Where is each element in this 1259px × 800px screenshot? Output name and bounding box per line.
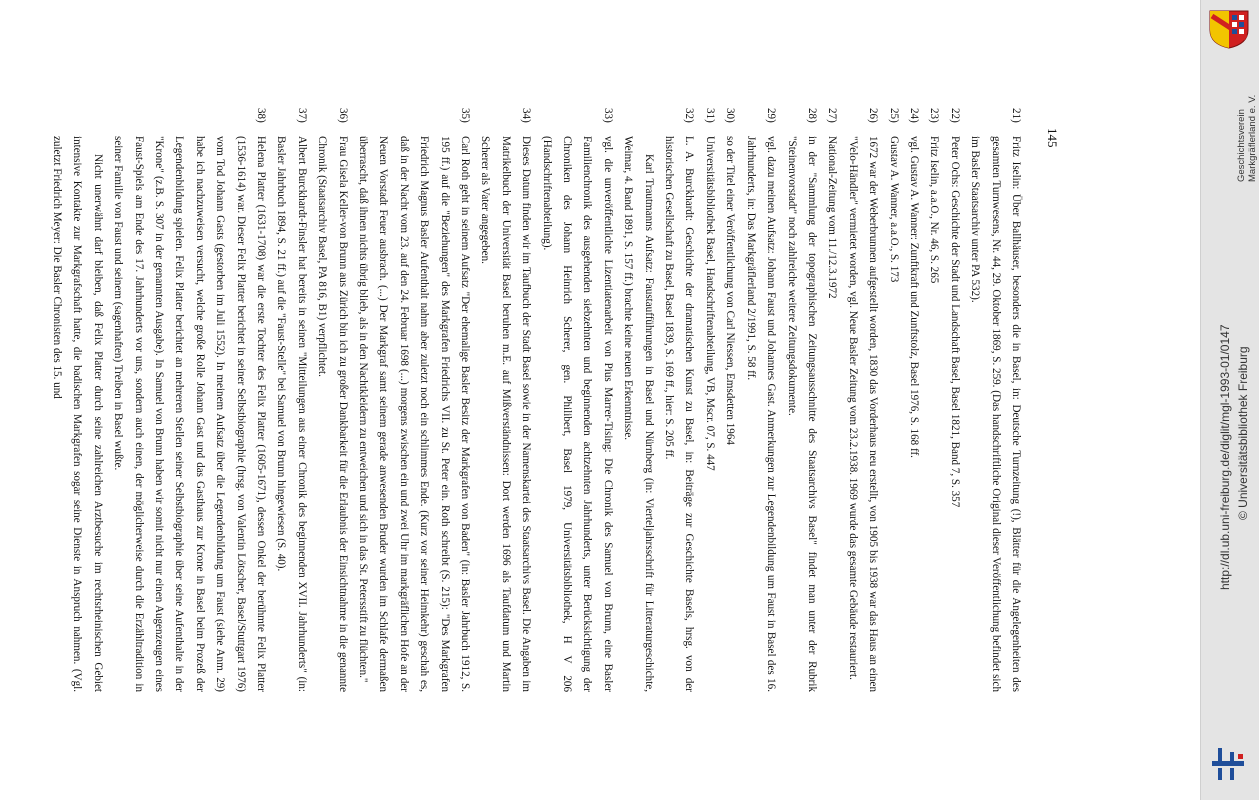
- footnote: [904, 108, 924, 692]
- footnote-number: 23): [928, 108, 941, 123]
- footnote-text: [50, 136, 271, 692]
- footnote-paragraph: Karl Trautmanns Aufsatz: Faustaufführungen in Basel und Nürnberg (in: Vierteljahrsschrift für Litteraturgeschichte, Weimar, 4. Band 1891, S. 157 ff.) brachte keine neuen Erkenntnisse.: [622, 136, 655, 692]
- footnote-paragraph: in der "Sammlung der topographischen Zeitungsausschnitte des Staatsarchivs Basel" findet man unter der Rubrik "Steinenvorstadt" noch zahlreiche weitere Zeitungsdokumente.: [785, 136, 818, 692]
- footnote-paragraph: so der Titel einer Veröffentlichung von Carl Niessen, Emsdetten 1964: [724, 136, 737, 445]
- footnote: [353, 108, 475, 692]
- footnote: [965, 108, 1026, 692]
- footnote-text: [312, 136, 353, 692]
- footnote-number: 31): [703, 108, 716, 123]
- footnote-text: [822, 136, 842, 692]
- footnote: [781, 108, 822, 692]
- footnote-number: 33): [601, 108, 614, 123]
- footnote-text: [618, 136, 700, 692]
- footnote-text: [944, 136, 964, 692]
- society-crest-icon: [1206, 8, 1252, 50]
- footnote: [740, 108, 781, 692]
- footnote-text: [475, 136, 536, 692]
- footnote-paragraph: Nicht unerwähnt darf bleiben, daß Felix Platter durch seine zahlreichen Arztbesuche im rechtsrheinischen Gebiet intensive Kontakte zur Markgrafschaft hatte, die badischen Markgrafen sogar seine Dienste in Anspruch nahmen. (Vgl. zuletzt Friedrich Meyer: Die Basler Chronisten des 15. und: [50, 136, 104, 692]
- society-line-2: Markgräflerland e. V.: [1247, 94, 1258, 182]
- footnote-paragraph: Fritz Iselin, a.a.O., Nr. 46, S. 265: [928, 136, 941, 284]
- footnote-text: [536, 136, 618, 692]
- footnote-number: 29): [765, 108, 778, 123]
- footnotes-list: [50, 100, 1040, 700]
- footnote-text: [271, 136, 312, 692]
- footnote-text: [904, 136, 924, 692]
- footnote-paragraph: L. A. Burckhardt: Geschichte der dramatischen Kunst zu Basel, in: Beiträge zur Geschichte Basels, hrsg. von der historischen Gesellschaft zu Basel, Basel 1839, S. 169 ff., hier: S. 205 ff.: [663, 136, 696, 692]
- university-library-logo-icon: [1210, 746, 1246, 782]
- footnote: [822, 108, 842, 692]
- copyright-notice: © Universitätsbibliothek Freiburg: [1236, 346, 1250, 520]
- footnote-number: 22): [948, 108, 961, 123]
- footnote-paragraph: Peter Ochs: Geschichte der Stadt und Landschaft Basel, Basel 1821, Band 7, S. 357: [948, 136, 961, 508]
- footnote: [618, 108, 700, 692]
- footnote: [842, 108, 883, 692]
- footnote-number: 35): [459, 108, 472, 123]
- footnote-paragraph: Helena Platter (1631-1708) war die erste Tochter des Felix Platter (1605-1671), dessen Onkel der berühmte Felix Platter (1536-1614) war. Dieser Felix Platter berichtet in seiner Selbstbiographie (hrsg. von Valentin Lötscher, Basel/Stuttgart 1976) vom Tod Johann Gasts (gestorben im Juli 1552). In meinem Aufsatz über die Legendenbildung um Faust (siehe Anm. 29) habe ich nachzuweisen versucht, welche große Rolle Johann Gast und das Gasthaus zur Krone in Basel beim Prozeß der Legendenbildung spielen. Felix Platter berichtet an mehreren Stellen seiner Selbstbiographie über seine Aufenthalte in der "Krone" (z.B. S. 307 in der genannten Ausgabe). In Samuel von Brunn haben wir somit nicht nur einen Augenzeugen eines Faust-Spiels am Ende des 17. Jahrhunderts vor uns, sondern auch einen, der möglicherweise durch die Erzähltradition in seiner Familie von Faust und seinem (sagenhaften) Treiben in Basel wußte.: [112, 136, 267, 692]
- footnote: [720, 108, 740, 692]
- footnote-number: 36): [336, 108, 349, 123]
- footnote-paragraph: Carl Roth geht in seinem Aufsatz "Der ehemalige Basler Besitz der Markgrafen von Baden" (in: Basler Jahrbuch 1912, S. 195 ff.) auf die "Beziehungen" des Markgrafen Friedrichs VII. zu St. Peter ein. Roth schreibt (S. 215): "Des Markgrafen Friedrich Magnus Basler Aufenthalt nahm aber zuletzt noch ein schlimmes Ende. (Kurz vor seiner Heimkehr) geschah es, daß in der Nacht vom 23. auf den 24. Februar 1698 (...) morgens zwischen ein und zwei Uhr im markgräflichen Hofe an der Neuen Vorstadt Feuer ausbrach. (...) Der Markgraf samt seinem gerade anwesenden Bruder wurden im Schlafe dermaßen überrascht, daß ihnen nichts übrig blieb, als in den Nachtkleidern zu entweichen und sich in das St. Petersstift zu flüchten.": [357, 136, 472, 692]
- footnote-number: 32): [683, 108, 696, 123]
- footnote-paragraph: Fritz Iselin: Über Ballhäuser, besonders die in Basel, in: Deutsche Turnzeitung (!), Blätter für die Angelegenheiten des gesamten Turnwesens, Nr. 44, 29. Oktober 1869, S. 259. (Das handschriftliche Original dieser Veröffentlichung befindet sich im Basler Staatsarchiv unter PA 532).: [969, 136, 1022, 692]
- footnote-paragraph: National-Zeitung vom 11./12.3.1972: [826, 136, 839, 299]
- footnote-text: [965, 136, 1026, 692]
- footnotes-block: [50, 100, 1040, 700]
- footnote: [883, 108, 903, 692]
- footnote: [700, 108, 720, 692]
- footnote-text: [924, 136, 944, 692]
- footnote: [312, 108, 353, 692]
- society-name: [1236, 95, 1258, 182]
- footnote: [536, 108, 618, 692]
- footnote-paragraph: Universitätsbibliothek Basel, Handschriftenabteilung, VB, Mscr. 07, S. 447: [703, 136, 716, 471]
- footnote-text: [842, 136, 883, 692]
- footnote: [475, 108, 536, 692]
- footnote-number: 26): [867, 108, 880, 123]
- footnote: [271, 108, 312, 692]
- footnote-text: [353, 136, 475, 692]
- footnote-paragraph: vgl. die unveröffentlichte Lizentiatenarbeit von Pius Marrer-Tising: Die Chronik des Samuel von Brunn, eine Basler Familienchronik des ausgehenden siebzehnten und beginnenden achtzehnten Jahrhunderts, unter Berücksichtigung der Chroniken des Johann Heinrich Scherer, gen. Philibert, Basel 1979, Universitätsbibliothek, H V 206 (Handschriftenabteilung).: [540, 136, 614, 692]
- footnote-text: [781, 136, 822, 692]
- society-line-1: Geschichtsverein: [1236, 109, 1247, 182]
- footnote-number: 34): [520, 108, 533, 123]
- footnote: [944, 108, 964, 692]
- footnote-number: 37): [295, 108, 308, 123]
- footnote-text: [720, 136, 740, 692]
- footnote: [924, 108, 944, 692]
- footnote-number: 28): [805, 108, 818, 123]
- footnote-number: 25): [887, 108, 900, 123]
- footnote-number: 38): [254, 108, 267, 123]
- page-number: 145: [1045, 128, 1060, 148]
- footnote-number: 30): [724, 108, 737, 123]
- footnote-number: 27): [826, 108, 839, 123]
- document-url[interactable]: http://dl.ub.uni-freiburg.de/diglit/mgl-1993-01/0147: [1218, 324, 1232, 590]
- footnote-paragraph: Dieses Datum finden wir im Taufbuch der Stadt Basel sowie in der Namenskartei des Staatsarchivs Basel. Die Angaben im Matrikelbuch der Universität Basel beruhen m.E. auf Mißverständnissen: Dort werden 1696 als Taufdatum und Martin Scherer als Vater angegeben.: [479, 136, 533, 692]
- footnote-paragraph: Gustav A. Wanner, a.a.O., S. 173: [887, 136, 900, 283]
- footnote-paragraph: vgl. dazu meinen Aufsatz: Johann Faust und Johannes Gast. Anmerkungen zur Legendenbildung um Faust in Basel des 16. Jahrhunderts, in: Das Markgräflerland 2/1991, S. 58 ff.: [744, 136, 778, 692]
- footnote-number: 24): [907, 108, 920, 123]
- footnote-paragraph: Frau Gisela Keller-von Brunn aus Zürich bin ich zu großer Dankbarkeit für die Erlaubnis der Einsichtnahme in die genannte Chronik (Staatsarchiv Basel, PA 816, B1) verpflichtet.: [316, 136, 349, 692]
- footnote-paragraph: 1672 war der Weberbrunnen aufgestellt worden, 1830 das Vorderhaus neu erstellt, von 1905 bis 1938 war das Haus an einen "Velo-Händler" vermietet worden, vgl. Neue Basler Zeitung vom 23.2.1938. 1969 wurde das gesamte Gebäude restauriert.: [846, 136, 880, 692]
- footnote-paragraph: vgl. Gustav A. Wanner: Zunftkraft und Zunftstolz, Basel 1976, S. 168 ff.: [907, 136, 920, 458]
- footnote-text: [740, 136, 781, 692]
- footnote-number: 21): [1010, 108, 1022, 123]
- footnote-text: [700, 136, 720, 692]
- footnote-paragraph: Albert Burckhardt-Finsler hat bereits in seinen "Mitteilungen aus einer Chronik des beginnenden XVII. Jahrhunderts" (in: Basler Jahrbuch 1894, S. 21 ff.) auf die "Faust-Stelle" bei Samuel von Brunn hingewiesen (S. 40).: [275, 136, 308, 692]
- footnote-text: [883, 136, 903, 692]
- footnote: [50, 108, 271, 692]
